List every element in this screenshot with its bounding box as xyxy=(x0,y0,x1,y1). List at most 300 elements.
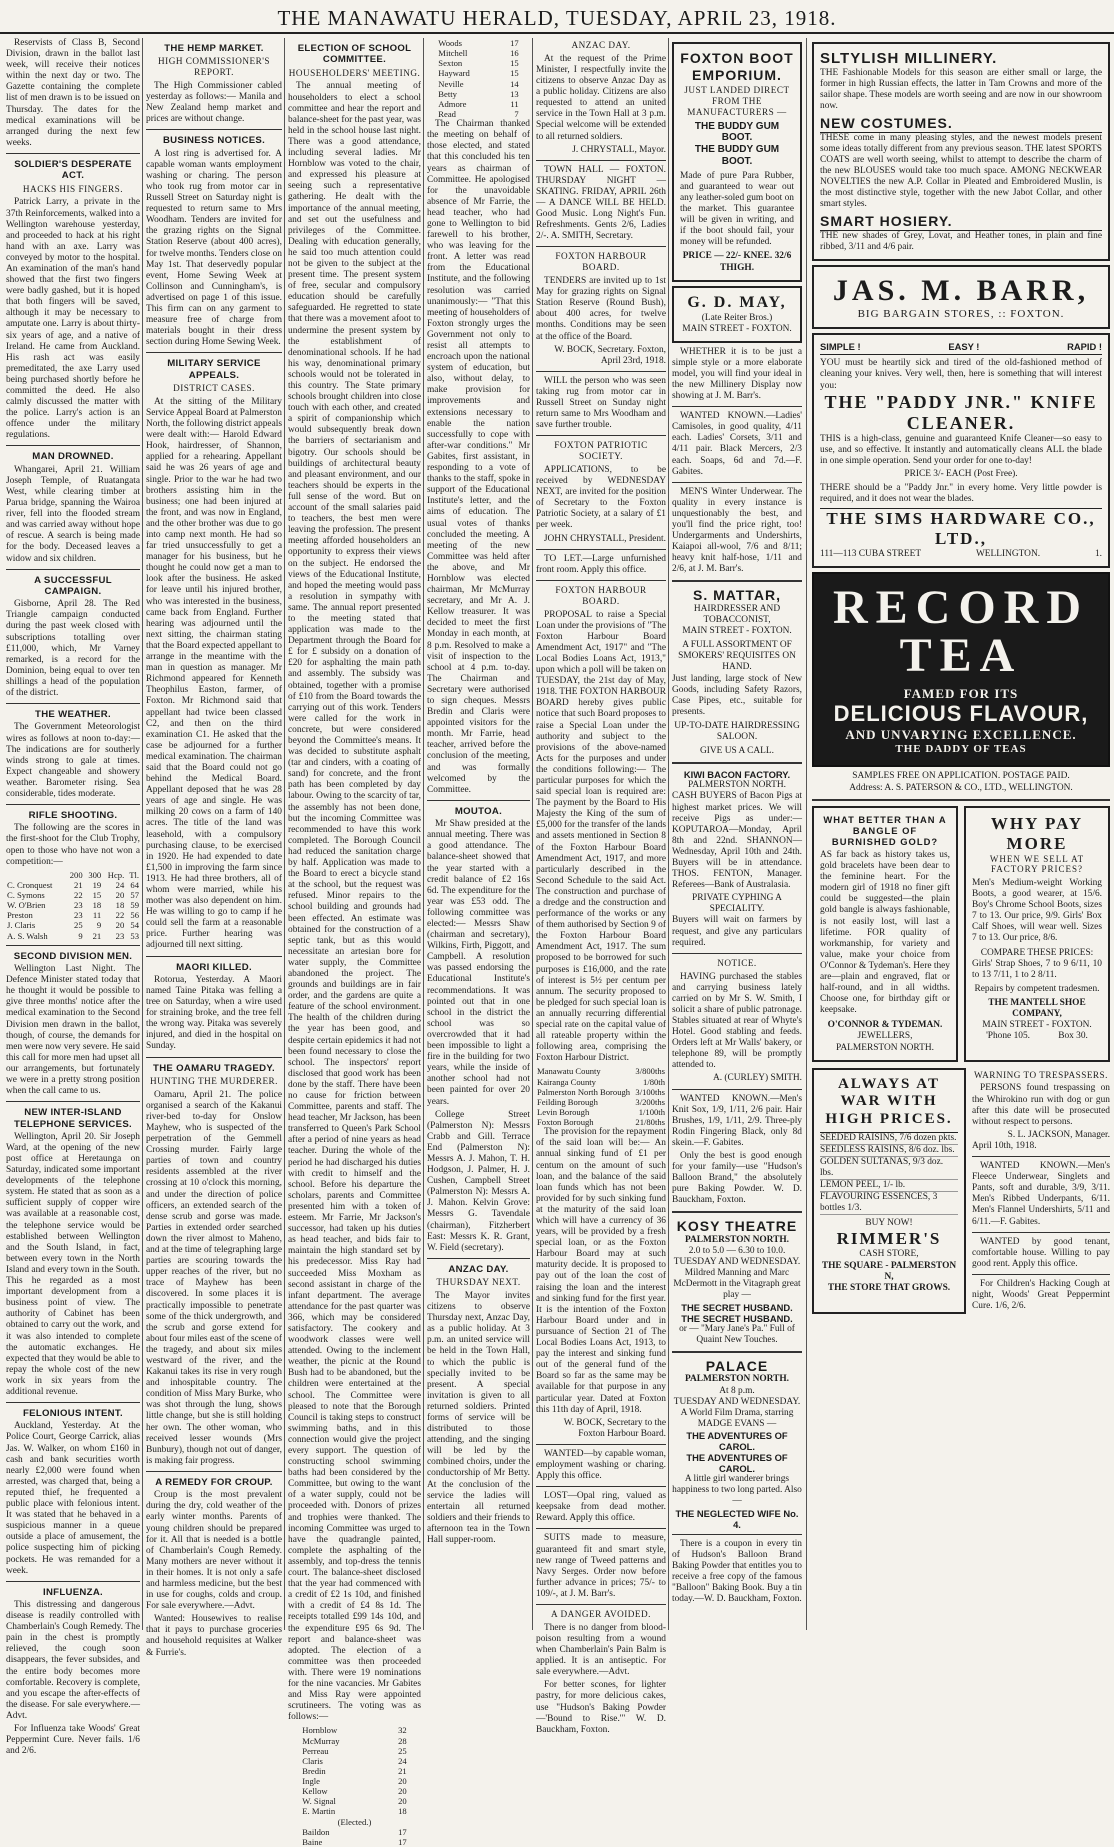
table-cell: 53 xyxy=(130,930,139,941)
article-text: At the sitting of the Military Service Appeal Board at Palmerston North, the following district appeals were dealt with:— Harold Edward Hook, hairdresser, of Shannon, applied for a rehearing. Appellant said he was 26 years of age and single. Prior to the war he had two brothers assisting him in the business; one had been injured at the front, and was now in England, and the other brother was due to go into camp next month. He had so far tried unsuccessfully to get a manager for his business, but he thought he could now get a man to look after the business. He asked for leave until his injured brother, who was interested in the business, came back from England. Further hearing was adjourned until the next sitting, the chairman stating that the Board expected appellant to arrange in the meantime with the man in question as manager. Mr Richmond appeared for Kenneth Theophilus Easton, farmer, of Foxton. Mr Richmond said that appellant had twice been classed C2, and then on the third examination C1. He asked that the case be adjourned for a further medical examination. The chairman said that the Board could not go behind the Medical Board. Appellant deposed that he was 28 years of age and single. He was milking 20 cows on a farm of 140 acres. The title of the land was leasehold, with a compulsory purchasing clause, to be exercised in 1920. He had expended to date £1,500 in improving the farm since 1913. He had three brothers, all of whom were married, while his mother was also dependent on him. He was willing to go to camp if he could sell the farm at a reasonable price. Further hearing was adjourned till next sitting. xyxy=(146,396,282,951)
table-row xyxy=(301,1776,407,1786)
company-name: O'CONNOR & TYDEMAN. xyxy=(827,1020,943,1031)
article-text: College Street (Palmerston N): Messrs Crabb and Gill. Terrace End (Palmerston N): Messrs A. J. Mahon, T. H. Hodgson, J. Palmer, H. J. Cushen, Campbell Street (Palmerston N): Messrs A. J. Mahon. Kelvin Grove: Messrs G. Tavendale (chairman), Fitzherbert East: Messrs K. R. Grant, W. Field (secretary). xyxy=(427,1109,530,1253)
price-list xyxy=(820,1132,958,1216)
column-4 xyxy=(427,38,530,1630)
notice-heading: FOXTON PATRIOTIC SOCIETY. xyxy=(554,440,648,462)
table-cell: C. Cronquest xyxy=(7,879,53,890)
notice-text: The provision for the repayment of the said loan will be:— An annual sinking fund of £1 per centum on the amount of such loan, and the balance of the said loan funds which has not been provided for by such sinking fund at the maturity of the said loan which will have a currency of 36 years, will be provided by a fresh special loan, or as the Foxton Harbour Board may at such maturity decide. It is proposed to pay out of the loan the cost of raising the loan and the interest and sinking fund for the first year. It is the intention of the Foxton Harbour Board under and in pursuance of Section 21 of The Local Bodies Loans Act, 1913, to pay the interest and sinking fund out of the general fund of the Board so far as the same may be available for that purpose in any particular year. Dated at Foxton this 11th day of April, 1918. xyxy=(536,1127,666,1415)
advert-split-row xyxy=(812,806,1110,1062)
price-item: LEMON PEEL, 1/- lb. xyxy=(820,1180,958,1192)
table-cell: Levin Borough xyxy=(537,1106,590,1117)
table-row xyxy=(6,910,140,920)
advert-millinery xyxy=(812,42,1110,261)
classified-ad: There is a coupon in every tin of Hudson's Balloon Brand Baking Powder that entitles you to receive a free copy of the famous "Balloon" Baking Book. Buy a tin today.—W. D. Bauckham, Foxton. xyxy=(672,1538,802,1605)
vote-table-continued xyxy=(437,38,519,119)
advert-title: WHAT BETTER THAN A BANGLE OF BURNISHED GOLD? xyxy=(823,813,947,847)
classified-ad: WANTED KNOWN.—Ladies' Camisoles, in good quality, 4/11 each. Ladies' Corsets, 3/11 and 4/11 pair. Black Mercers, 2/3 each. Soaps, 6d and 7d.—F. Gabites. xyxy=(672,411,802,477)
advert-text: YOU must be heartily sick and tired of the old-fashioned method of cleaning your knives. Very well, then, here is something that will interest you: xyxy=(820,358,1102,391)
newspaper-title: THE MANAWATU HERALD, TUESDAY, APRIL 23, 1918. xyxy=(277,6,837,30)
table-cell: McMurray xyxy=(302,1735,340,1746)
company-trade: CASH STORE, xyxy=(859,1249,919,1260)
advert-text: GIVE US A CALL. xyxy=(700,746,774,757)
headline: ELECTION OF SCHOOL COMMITTEE. xyxy=(297,43,412,66)
table-row xyxy=(301,1817,407,1827)
advert-text: Made of pure Para Rubber, and guaranteed to wear out any leather-soled gum boot on the market. This guarantee will be given in writing, and if the boot should fail, your money will be refunded. xyxy=(680,170,794,248)
advert-palace xyxy=(672,1358,802,1530)
column-rule xyxy=(532,38,533,1630)
notice-heading: NOTICE. xyxy=(717,957,757,968)
column-1 xyxy=(6,38,140,1757)
company-address: MAIN STREET - FOXTON. xyxy=(982,1020,1092,1031)
notice-text: PROPOSAL to raise a Special Loan under the provisions of "The Foxton Harbour Board Amendment Act, 1917" and "The Local Bodies Loans Act, 1913," upon which a poll will be taken on TUESDAY, the 21st day of May, 1918. THE FOXTON HARBOUR BOARD hereby gives public notice that such Board proposes to raise a Special Loan under the authority and subject to the provisions of the above-named Acts for the purposes and under the conditions following:— The particular purposes for which the said special loan is required are: The payment by the Board to His Majesty the King of the sum of £5,000 for the transfer of the lands and assets mentioned in Section 8 of the Foxton Harbour Board Amendment Act, 1917, and more particularly described in the Second Schedule to the said Act. The construction and purchase of a dredge and the construction and performance of the works or any of them authorised by Section 9 of the Foxton Harbour Board Amendment Act, 1917. The sum proposed to be borrowed for such purposes is £16,000, and the rate of interest is 5½ per centum per annum. The security proposed to be pledged for such special loan is an annually recurring differential special rate on the capital value of all rateable property within the following area, comprising the Foxton Harbour District. xyxy=(536,609,666,1064)
advert-s-mattar xyxy=(672,587,802,757)
article-text: The High Commissioner cabled yesterday as follows:— Manila and New Zealand hemp market and prices are without change. xyxy=(146,81,282,125)
table-header: Hcp. xyxy=(107,869,125,880)
article-text: Whangarei, April 21. William Joseph Temple, of Ruatangata West, while clearing timber at Parua bridge, spanning the Wairoa river, fell into the flooded stream and was carried away without hope of rescue. A search is being made for the body. Deceased leaves a widow and six children. xyxy=(6,464,140,564)
classified-ad: WHETHER it is to be just a simple style or a more elaborate model, you will find your ideal in the new Millinery Display now showing at J. M. Barr's. xyxy=(672,346,802,402)
notice-signature: S. L. JACKSON, Manager. xyxy=(1007,1129,1110,1140)
price-item: SEEDLESS RAISINS, 8/6 doz. lbs. xyxy=(820,1145,958,1157)
headline: SECOND DIVISION MEN. xyxy=(13,950,133,962)
advert-banner xyxy=(820,341,1102,355)
table-cell: 21/80ths xyxy=(635,1117,665,1128)
company-name: THE MANTELL SHOE COMPANY, xyxy=(988,997,1086,1019)
classified-ad: WANTED KNOWN.—Men's Knit Sox, 1/9, 1/11, 2/6 pair. Hair Brushes, 1/9, 1/11, 2/9. Three-ply Rodin Fingering Black, only 8d skein.—F. Gabites. xyxy=(672,1093,802,1148)
advert-title: S. MATTAR, xyxy=(692,587,782,604)
notice-signature: JOHN CHRYSTALL, President. xyxy=(543,533,666,544)
table-row xyxy=(536,1117,666,1127)
headline: RIFLE SHOOTING. xyxy=(28,810,118,822)
table-header xyxy=(6,870,65,880)
headline: MILITARY SERVICE APPEALS. xyxy=(167,358,261,381)
headline: FELONIOUS INTENT. xyxy=(23,1408,123,1420)
table-cell: 3/800ths xyxy=(635,1066,665,1077)
advert-text: CASH BUYERS of Bacon Pigs at highest market prices. We will receive Pigs as under:— KOPUTAROA—Monday, April 8th and 22nd. SHANNON—Wednesday, April 10th and 24th. Buyers will be in attendance. THOS. FENTON, Manager. Referees—Bank of Australasia. xyxy=(672,791,802,891)
table-cell: 28 xyxy=(398,1735,407,1746)
company-trade: JEWELLERS, xyxy=(857,1031,913,1042)
table-row xyxy=(301,1746,407,1756)
table-cell: 21 xyxy=(398,1765,407,1776)
classified-ad: WANTED KNOWN.—Men's Fleece Underwear, Singlets and Pants, soft and durable, 3/9, 3/11. Men's Ribbed Underpants, 6/11. Men's Flannel Undershirts, 5/11 and 6/11.—F. Gabites. xyxy=(972,1161,1110,1227)
table-cell: Admore xyxy=(438,98,467,109)
advert-days: TUESDAY AND WEDNESDAY. xyxy=(673,1257,801,1268)
table-cell: 18 xyxy=(398,1806,407,1817)
table-cell: 21 xyxy=(74,879,83,890)
table-row xyxy=(6,900,140,910)
article-text: The Government Meteorologist wires as follows at noon to-day:— The indications are for southerly winds strong to gale at times. Expect changeable and showery weather. Barometer rising. Sea considerable, tides moderate. xyxy=(6,722,140,799)
table-cell: 9 xyxy=(96,920,102,931)
table-row xyxy=(301,1736,407,1746)
tea-brand-line2: TEA xyxy=(899,628,1023,682)
notice-signature: A. (CURLEY) SMITH. xyxy=(712,1073,802,1084)
article-text: The Mayor invites citizens to observe Thursday next, Anzac Day, as a public holiday. At 3 p.m. an united service will be held in the Town Hall, to which the public is specially invited to be present. A special invitation is given to all returned soldiers. Printed forms of service will be distributed to those attending, and the singing will be led by the combined choirs, under the conductorship of Mr Betty. At the conclusion of the service the ladies will entertain all returned soldiers and their friends to afternoon tea in the Town Hall supper-room. xyxy=(427,1290,530,1546)
advert-text: UP-TO-DATE HAIRDRESSING SALOON. xyxy=(674,720,800,743)
table-cell: 23 xyxy=(74,900,83,911)
table-cell: Woods xyxy=(438,38,462,48)
table-cell: 19 xyxy=(92,879,102,890)
table-cell: Sexton xyxy=(438,58,463,69)
advert-text: For Influenza take Woods' Great Peppermint Cure. Never fails. 1/6 and 2/6. xyxy=(6,1724,140,1757)
advert-foxton-boot-emporium xyxy=(672,42,802,282)
table-cell: 16 xyxy=(510,48,519,59)
article-text: Reservists of Class B, Second Division, drawn in the ballot last week, will receive their notices within the next day or two. The Gazette containing the complete list of men drawn is to be issued on Thursday. The dates for the medical examinations will be arranged during the next few weeks. xyxy=(6,38,140,148)
table-cell: 15 xyxy=(510,68,519,79)
table-cell: 18 xyxy=(115,900,125,911)
headline: THE OAMARU TRAGEDY. xyxy=(153,1062,275,1074)
table-cell: 7 xyxy=(514,108,519,119)
column-rule xyxy=(668,38,669,1630)
table-row xyxy=(437,38,519,48)
film-title: THE SECRET HUSBAND. xyxy=(681,1301,793,1313)
address-city: WELLINGTON. xyxy=(975,548,1041,559)
film-title: THE NEGLECTED WIFE No. 4. xyxy=(675,1507,799,1530)
headline: NEW INTER-ISLAND TELEPHONE SERVICES. xyxy=(13,1107,132,1130)
column-3 xyxy=(288,38,421,1847)
table-cell: 32 xyxy=(398,1725,407,1736)
advert-text: AS far back as history takes us, gold bracelets have been dear to the feminine heart. For the modern girl of 1918 no finer gift could be suggested—the plain gold bangle is always fashionable, is not easily lost, will last a lifetime. FOR quality of workmanship, for variety and value, make your choice from O'Connor & Tydeman's. Here they are—plain and engraved, flat or half-round, and in all widths. Choose one, for birthday gift or keepsake. xyxy=(820,849,950,1016)
table-header-row xyxy=(6,870,140,880)
advert-subtitle: HAIRDRESSER AND TOBACCONIST, xyxy=(693,604,781,626)
tea-address: Address: A. S. PATERSON & CO., LTD., WELLINGTON. xyxy=(849,782,1073,793)
table-row xyxy=(301,1786,407,1796)
table-row xyxy=(437,109,519,119)
article-text: Wellington Last Night. The Defence Minister stated today that he thought it would be possible to give three months' notice after the medical examination to the Second Division men drawn in the ballot, though, of course, the demands for men were now very severe. He said this call for more men had upset all our arrangements, but fortunately we were in a pretty strong position when the call came to us. xyxy=(6,964,140,1097)
subheadline: HUNTING THE MURDERER. xyxy=(150,1075,278,1086)
notice-text: PERSONS found trespassing on the Whirokino run with dog or gun after this date will be prosecuted without respect to persons. xyxy=(972,1083,1110,1127)
advert-text: Just landing, large stock of New Goods, including Safety Razors, Case Pipes, etc., suitable for presents. xyxy=(672,673,802,717)
tea-samples-note: SAMPLES FREE ON APPLICATION. POSTAGE PAID. xyxy=(852,771,1070,782)
column-rule xyxy=(142,38,143,1630)
table-header: 200 xyxy=(69,869,83,880)
notice-heading: A DANGER AVOIDED. xyxy=(551,1609,651,1620)
table-cell: 20 xyxy=(398,1786,407,1797)
table-cell: W. Signal xyxy=(302,1796,336,1807)
tea-slogan: FAMED FOR ITS xyxy=(903,685,1019,701)
notice-heading: ANZAC DAY. xyxy=(571,40,631,50)
advert-title: WHY PAY MORE xyxy=(990,813,1084,853)
address-street: 111—113 CUBA STREET xyxy=(820,548,922,559)
advert-oconnor-tydeman xyxy=(812,806,958,1062)
film-title: THE ADVENTURES OF CAROL. xyxy=(686,1452,788,1475)
company-name: THE SIMS HARDWARE CO., LTD., xyxy=(820,508,1102,549)
classified-ad: Only the best is good enough for your family—use "Hudson's Balloon Brand," the absolutely pure Baking Powder. W. D. Bauckham, Foxton. xyxy=(672,1150,802,1206)
table-cell: 3/200ths xyxy=(635,1096,665,1107)
table-cell: Read xyxy=(438,108,456,119)
ad-number: 1. xyxy=(1094,548,1102,559)
headline: SOLDIER'S DESPERATE ACT. xyxy=(14,158,132,182)
headline: INFLUENZA. xyxy=(42,1586,104,1598)
table-cell: Hayward xyxy=(438,68,470,79)
article-text: Patrick Larry, a private in the 37th Reinforcements, walked into a Wellington warehouse yesterday, and proceeded to hack at his right hand with an axe. Larry was conveyed by motor to the hospital. An examination of the man's hand showed that the first two fingers were badly gashed, but it is hoped that both fingers will be saved, although it may be necessary to amputate one. Larry is about thirty-six years of age, and a native of Ireland. He came from Auckland. His rash act was easily premeditated, the axe Larry used being purchased shortly before he committed the deed. He also calmly discussed the matter with the police. Larry's action is an offence under the military regulations. xyxy=(6,197,140,441)
advert-text: There is no danger from blood-poison resulting from a wound when Chamberlain's Pain Balm is applied. It is an antiseptic. For sale everywhere.—Advt. xyxy=(536,1622,666,1678)
notice-text: HAVING purchased the stables and carrying business lately carried on by Mr S. W. Smith, I solicit a share of public patronage. Stables situated at rear of Whyte's Hotel. Good stabling and feeds. Orders left at Mr Walls' bakery, or telephone 89, will be promptly attended to. xyxy=(672,971,802,1071)
advert-text: or — "Mary Jane's Pa." Full of Quaint New Touches. xyxy=(679,1323,795,1345)
table-cell: Kellow xyxy=(302,1786,328,1797)
advert-address: MAIN STREET - FOXTON. xyxy=(682,626,792,637)
table-cell: Baildon xyxy=(302,1826,330,1837)
table-cell: Mitchell xyxy=(438,48,468,59)
article-text: A lost ring is advertised for. A capable woman wants employment washing or charing. The person who took rug from motor car in Russell Street on Saturday night is requested to return same to Mrs Woodham. Tenders are invited for the grazing rights on the Signal Station Reserve (about 400 acres), for twelve months. Tenders close on May 1st. That deservedly popular event, Home Sewing Week at Collinson and Cunningham's, is advertised on page 1 of this issue. This firm can on any garment to measure free of charge from materials bought in their dress section during Home Sewing Week. xyxy=(146,148,282,348)
table-cell: 23 xyxy=(115,930,125,941)
table-cell: Betty xyxy=(438,88,457,99)
product-title: THE "PADDY JNR." KNIFE CLEANER. xyxy=(824,391,1098,433)
notice-date: April 10th, 1918. xyxy=(972,1140,1037,1151)
column-rule xyxy=(423,38,424,1630)
table-row xyxy=(437,99,519,109)
price-item: FLAVOURING ESSENCES, 3 bottles 1/3. xyxy=(820,1192,958,1215)
tea-tagline: THE DADDY OF TEAS xyxy=(895,742,1027,755)
advert-callout: BUY NOW! xyxy=(865,1218,913,1229)
advert-knife-cleaner xyxy=(812,333,1110,568)
table-cell: Perreau xyxy=(302,1745,329,1756)
table-cell: 25 xyxy=(74,920,83,931)
article-text: This distressing and dangerous disease is readily controlled with Chamberlain's Cough Remedy. The pain in the chest is promptly relieved, the cough soon disappears, the fever subsides, and the entire body becomes more comfortable. Recovery is complete, and you escape the after-effects of the disease. For sale everywhere.—Advt. xyxy=(6,1600,140,1721)
advert-text: Repairs by competent tradesmen. xyxy=(974,983,1100,994)
table-cell: 11 xyxy=(510,98,519,109)
advert-title: PALACE xyxy=(705,1357,769,1374)
table-cell: 13 xyxy=(510,88,519,99)
table-header: 300 xyxy=(88,869,102,880)
table-row xyxy=(536,1087,666,1097)
advert-text: THESE come in many pleasing styles, and the newest models present some ideas totally different from any previous season. THE latest SPORTS COATS are well worth seeing, whilst to attempt to describe the charm of the new BLOUSES would take too much space. AMONG NECKWEAR NOVELTIES the new A.P. Collar in Pleated and Embroidered Muslin, is the most distinctive style, together with the new Jabot Collar, and other smart styles. xyxy=(820,132,1102,210)
subheadline: HACKS HIS FINGERS. xyxy=(22,183,124,194)
table-row xyxy=(536,1097,666,1107)
advert-record-tea xyxy=(812,572,1110,768)
table-cell: 64 xyxy=(130,879,139,890)
notice-text: WILL the person who was seen taking rug from motor car in Russell Street on Sunday night return same to Mrs Woodham and save further trouble. xyxy=(536,375,666,431)
film-title: THE ADVENTURES OF CAROL. xyxy=(686,1429,788,1452)
table-cell: Bredin xyxy=(302,1765,326,1776)
elected-note: (Elected.) xyxy=(337,1816,372,1827)
advert-price: PRICE 3/- EACH (Post Free). xyxy=(904,469,1018,480)
advert-text: THE Fashionable Models for this season are either small or large, the former in high Russian effects, the latter in Tam Crowns and more of the sailor shape. These models are worth seeing and are now in our showroom now. xyxy=(820,67,1102,111)
company-address: PALMERSTON NORTH. xyxy=(836,1042,934,1053)
headline: A REMEDY FOR CROUP. xyxy=(155,1476,273,1488)
table-cell: 15 xyxy=(510,58,519,69)
table-row xyxy=(301,1756,407,1766)
table-cell: Kairanga County xyxy=(537,1076,596,1087)
film-title: THE SECRET HUSBAND. xyxy=(681,1312,793,1324)
price-item: SEEDED RAISINS, 7/6 dozen pkts. xyxy=(820,1133,958,1145)
subheadline: THURSDAY NEXT. xyxy=(436,1277,521,1288)
classified-ad: MEN'S Winter Underwear. The quality in every instance is unquestionably the best, and you'll find the price right, too! Undergarments and Undershirts, Kaiapoi all-wool, 7/6 and 8/11; heavy knit half-hose, 1/11 and 2/6, at J. M. Barr's. xyxy=(672,486,802,575)
banner-word: RAPID ! xyxy=(1067,341,1102,353)
advert-subtitle: WHEN WE SELL AT FACTORY PRICES? xyxy=(989,853,1085,875)
article-text: Wellington, April 20. Sir Joseph Ward, at the opening of the new post office at Heretaunga on Saturday, indicated some important developments of the telephone system. He stated that as soon as a sufficient supply of copper wire was available at a reasonable cost, the telephone service would be established between Wellington and the South Island, in fact, between every town in the North Island and every town in the South. This he regarded as a most important development from a business point of view. The authority of Cabinet has been obtained to carry out the work, and it was also intended to complete the automatic exchanges. He expected that they would be able to repay the whole cost of the new work in six years from the additional revenue. xyxy=(6,1131,140,1397)
advert-split-row xyxy=(812,1068,1110,1315)
table-cell: 9 xyxy=(78,930,83,941)
advert-subtitle: COMPARE THESE PRICES: xyxy=(980,947,1094,958)
table-row xyxy=(301,1806,407,1816)
table-row xyxy=(6,920,140,930)
column-rule xyxy=(806,38,807,1630)
headline: THE HEMP MARKET. xyxy=(164,43,264,54)
advert-text: Buyers will wait on farmers by request, and give any particulars required. xyxy=(672,915,802,948)
advert-times: 2.0 to 5.0 — 6.30 to 10.0. xyxy=(688,1246,786,1257)
table-row xyxy=(536,1066,666,1076)
advert-title: SLTYLISH MILLINERY. xyxy=(820,50,998,67)
advert-title: JAS. M. BARR, xyxy=(832,273,1090,307)
advert-times: At 8 p.m. xyxy=(719,1385,755,1396)
advert-subtitle: PALMERSTON NORTH. xyxy=(684,1374,790,1385)
table-cell: 18 xyxy=(92,900,102,911)
banner-word: EASY ! xyxy=(948,341,980,353)
company-address: THE SQUARE - PALMERSTON N, xyxy=(821,1260,957,1282)
notice-text: TENDERS are invited up to 1st May for grazing rights on Signal Station Reserve (Round Bush), about 400 acres, for twelve months. Conditions may be seen at the office of the Board. xyxy=(536,276,666,342)
advert-text: PRIVATE CYPHING A SPECIALITY. xyxy=(692,893,782,915)
advert-section-title: NEW COSTUMES. xyxy=(820,115,1102,133)
table-row xyxy=(6,880,140,890)
notice-heading: FOXTON HARBOUR BOARD. xyxy=(555,251,647,273)
column-5 xyxy=(536,38,666,1735)
advert-text: Girls' Strap Shoes, 7 to 9 6/11, 10 to 13 7/11, 1 to 2 8/11. xyxy=(972,958,1102,980)
table-cell: Hornblow xyxy=(302,1725,338,1736)
table-cell: 56 xyxy=(130,910,139,921)
classified-ad: WANTED by good tenant, comfortable house. Willing to pay good rent. Apply this office. xyxy=(972,1236,1110,1269)
table-row xyxy=(301,1796,407,1806)
column-7 xyxy=(812,38,1110,1630)
table-cell: A. S. Walsh xyxy=(7,930,48,941)
notice-signature: J. CHRYSTALL, Mayor. xyxy=(572,144,666,155)
table-row xyxy=(437,48,519,58)
table-cell: 17 xyxy=(510,38,519,48)
table-cell: J. Claris xyxy=(7,920,36,931)
headline: ANZAC DAY. xyxy=(448,1263,509,1275)
advert-subtitle: PALMERSTON NORTH. xyxy=(684,1234,790,1245)
notice-text: TOWN HALL — FOXTON. THURSDAY NIGHT — SKATING. FRIDAY, APRIL 26th — A DANCE WILL BE HELD. Good Music. Long Night's Fun. Refreshments. Gents 2/6, Ladies 2/-. A. SMITH, Secretary. xyxy=(536,164,666,242)
table-cell: 14 xyxy=(510,78,519,89)
table-cell: 3/100ths xyxy=(635,1086,665,1097)
classified-ad: For Children's Hacking Cough at night, Woods' Great Peppermint Cure. 1/6, 2/6. xyxy=(972,1278,1110,1312)
advert-title: ALWAYS AT WAR WITH HIGH PRICES. xyxy=(825,1075,953,1127)
table-cell: E. Martin xyxy=(302,1806,336,1817)
table-row xyxy=(301,1725,407,1735)
table-cell: 17 xyxy=(398,1826,407,1837)
advert-title: G. D. MAY, xyxy=(687,293,787,311)
subheadline: HIGH COMMISSIONER'S REPORT. xyxy=(158,56,270,78)
advert-text: THIS is a high-class, genuine and guaranteed Knife Cleaner—so easy to use, and so effective. It instantly and automatically cleans ALL the blade in one simple operation. Send your order for one to-day! xyxy=(820,434,1102,467)
advert-mantell-shoe xyxy=(964,806,1110,1062)
advert-text: THE new shades of Grey, Lovat, and Heather tones, in plain and fine ribbed, 3/11 and 4/6 pair. xyxy=(820,230,1102,252)
classified-ad: SUITS made to measure, guaranteed fit and smart style, new range of Tweed patterns and Navy Serges. Order now before further advance in prices; 75/- to 109/-, at J. M. Barr's. xyxy=(536,1533,666,1599)
advert-title: KOSY THEATRE xyxy=(676,1218,798,1235)
classified-ad: LOST—Opal ring, valued as keepsake from dead mother. Reward. Apply this office. xyxy=(536,1491,666,1524)
advert-g-d-may xyxy=(672,286,802,343)
table-cell: C. Symons xyxy=(7,890,45,901)
advert-section-title: SMART HOSIERY. xyxy=(820,213,1102,231)
advert-kiwi-bacon xyxy=(672,769,802,949)
table-cell: 59 xyxy=(130,900,139,911)
subheadline: HOUSEHOLDERS' MEETING. xyxy=(288,67,421,78)
company-address xyxy=(820,549,1102,560)
headline: BUSINESS NOTICES. xyxy=(162,135,266,147)
classified-ad: WANTED—by capable woman, employment washing or charing. Apply this office. xyxy=(536,1448,666,1482)
article-text: The annual meeting of householders to elect a school committee and hear the report and balance-sheet for the past year, was held in the school house last night. There was a good attendance, including several ladies. Mr Hornblow was voted to the chair, and expressed his pleasure at seeing such a representative gathering. He dealt with the importance of the annual meeting, and set out the usefulness and privileges of the Committee. Dealing with education generally, he said too much attention could not be given to the subject at the present time. The present system of free, secular and compulsory education should be carefully safeguarded. He regretted to state that there was a movement afoot to undermine the present system by the establishment of denominational schools. If he had his way, denominational primary schools would not be tolerated in this country. The State primary schools brought children into close touch with each other, and created a spirit of companionship which would subsequently break down the barriers of sectarianism and bigotry. Our schools should be buildings of architectural beauty and pleasant environment, and our teachers should be experts in the full sense of the word. But on account of the small salaries paid to teachers, the best men were leaving the profession. The present meeting afforded householders an opportunity to express their views on the subject. He endorsed the views of the Educational Institute, and hoped the meeting would pass a resolution in sympathy with same. The annual report presented to the meeting stated that application was made to the Department through the Board for £ for £ subsidy on a donation of £20 for asphalting the main path and assembly. The subsidy was obtained, together with a promise of £10 from the Board towards the carrying out of this work. Tenders were called for the work in concrete, but were considered beyond the Committee's means. It was decided to substitute asphalt (tar and cinders, with a coating of sand) for concrete, and the front path has been completed by day labour. Owing to the scarcity of tar, the assembly has not been done, but the incoming Committee was recommended to have this work completed. The Borough Council had reduced the sanitation charge by half. Application was made to the Board to erect a bicycle stand at the school, but the request was refused. Minor repairs to the school building and grounds had been effected. An estimate was obtained for the construction of a septic tank, but as this would necessitate an artesian bore for water supply, the Committee abandoned the project. The grounds and buildings are in fair order, and the gardens are quite a feature of the school environment. The health of the children during the year has been good, and despite certain epidemics it had not been found necessary to close the school. The inspectors' report disclosed that good work has been done by the staff. There have been no cause for friction between Committee, parents and staff. The head teacher, Mr Jackson, has been transferred to Queen's Park School after a period of nine years as head teacher. During the whole of the period he had discharged his duties with credit to himself and the school. Before his departure the scholars, parents and Committee presented him with a token of esteem. Mr Farrie, Mr Jackson's successor, had taken up his duties as head teacher, and bids fair to maintain the high standard set by his predecessor. Miss Ray had succeeded Miss Moxham as second assistant in charge of the infant department. The average attendance for the past quarter was 366, which may be considered satisfactory. The cookery and woodwork classes were well attended. Owing to the inclement weather, the picnic at the Round Bush had to be abandoned, but the children were entertained at the school. The Committee were pleased to note that the Borough Council is taking steps to construct swimming baths, and in this connection would give the project every support. The question of constructing school swimming baths had been considered by the Committee, but owing to the want of a water supply, could not be proceeded with. Donors of prizes and trophies were thanked. The incoming Committee was urged to have the quadrangle painted, complete the asphalting of the assembly, and top-dress the tennis court. The balance-sheet disclosed that the year had commenced with a credit of £2 1s 10d, and finished with a credit of £4 8s 1d. The receipts totalled £99 14s 10d, and the expenditure £95 6s 9d. The report and balance-sheet was adopted. The election of a committee was then proceeded with. There were 19 nominations for the nine vacancies. Mr Gabites and Miss Ray were appointed scrutineers. The voting was as follows:— xyxy=(288,81,421,1723)
article-text: Gisborne, April 28. The Red Triangle campaign conducted during the past week closed with subscriptions totalling over £11,000, which, Mr Varney remarked, is a record for the Dominion, being equal to over ten shillings a head of the population of the district. xyxy=(6,599,140,699)
price-item: GOLDEN SULTANAS, 9/3 doz. lbs. xyxy=(820,1157,958,1180)
banner-word: SIMPLE ! xyxy=(820,341,861,353)
table-row xyxy=(301,1837,407,1847)
column-2 xyxy=(146,38,282,1658)
headline: MOUTOA. xyxy=(454,805,503,817)
headline: A SUCCESSFUL CAMPAIGN. xyxy=(34,574,112,597)
notice-signature: W. BOCK, Secretary to the Foxton Harbour Board. xyxy=(563,1417,666,1439)
phone-number: 'Phone 105. xyxy=(986,1031,1030,1042)
headline: MAN DROWNED. xyxy=(32,451,114,463)
company-name: RIMMER'S xyxy=(836,1229,942,1249)
table-cell: Foxton Borough xyxy=(537,1117,594,1128)
notice-text: APPLICATIONS, to be received by WEDNESDAY NEXT, are invited for the position of Secretary to the Foxton Patriotic Society, at a salary of £1 per week. xyxy=(536,465,666,531)
table-cell: 23 xyxy=(74,910,83,921)
table-cell: 21 xyxy=(92,930,102,941)
advert-text: For better scones, for lighter pastry, for more delicious cakes, use "Hudson's Baking Powder—'Bound to Rise.'" W. D. Bauckham, Foxton. xyxy=(536,1680,666,1735)
table-cell: Manawatu County xyxy=(537,1066,601,1077)
article-text: Auckland, Yesterday. At the Police Court, George Carrick, alias Jas. W. Walker, on whom £160 in cash and bank securities worth nearly £2,000 were found when arrested, was charged that, being a reputed thief, he frequented a public place with felonious intent. It was stated that he behaved in a suspicious manner in a queue outside a place of amusement, the police suspecting him of picking pockets. He was remanded for a week. xyxy=(6,1421,140,1576)
table-row xyxy=(6,890,140,900)
article-text: The following are the scores in the first-shoot for the Club Trophy, open to those who have not won a competition:— xyxy=(6,823,140,867)
notice-signature: W. BOCK, Secretary. Foxton, April 23rd, 1918. xyxy=(554,344,666,366)
company-tagline: THE STORE THAT GROWS. xyxy=(827,1282,951,1293)
advert-text: Wanted: Housewives to realise that it pays to purchase groceries and household requisites at Walker & Furrie's. xyxy=(146,1614,282,1658)
advert-rimmers xyxy=(812,1068,966,1315)
table-row xyxy=(437,89,519,99)
table-cell: 25 xyxy=(398,1745,407,1756)
headline: THE WEATHER. xyxy=(35,709,111,721)
advert-jas-m-barr xyxy=(812,265,1110,329)
masthead xyxy=(0,0,1114,34)
company-contact xyxy=(972,1031,1102,1042)
subheadline: DISTRICT CASES. xyxy=(173,383,255,394)
advert-subtitle: (Late Reiter Bros.) xyxy=(701,312,773,323)
tea-slogan: AND UNVARYING EXCELLENCE. xyxy=(845,727,1077,743)
table-cell: 15 xyxy=(92,890,102,901)
table-cell: 57 xyxy=(130,890,139,901)
table-cell: Preston xyxy=(7,910,33,921)
advert-text: A FULL ASSORTMENT OF SMOKERS' REQUISITES ON HAND. xyxy=(678,640,796,673)
tea-brand-line1: RECORD xyxy=(832,580,1089,634)
advert-text: THERE should be a "Paddy Jnr." in every home. Very little powder is required, and it does not wear the blades. xyxy=(820,482,1102,504)
headline: MAORI KILLED. xyxy=(176,961,252,973)
table-cell: 1/80th xyxy=(643,1076,665,1087)
advert-subtitle: PALMERSTON NORTH. xyxy=(688,780,786,791)
table-cell: Baine xyxy=(302,1836,323,1847)
table-row xyxy=(301,1766,407,1776)
table-row xyxy=(6,931,140,941)
classified-ad: TO LET.—Large unfurnished front room. Apply this office. xyxy=(536,553,666,575)
table-cell: 1/100th xyxy=(638,1106,665,1117)
notice-text: At the request of the Prime Minister, I respectfully invite the citizens to observe Anzac Day as a public holiday. Citizens are also requested to attend an united service in the Town Hall at 3 p.m. Special welcome will be extended to all returned soldiers. xyxy=(536,53,666,142)
table-row xyxy=(437,58,519,68)
table-cell: Palmerston North Borough xyxy=(537,1086,631,1097)
box-number: Box 30. xyxy=(1058,1031,1088,1042)
advert-address: BIG BARGAIN STORES, :: FOXTON. xyxy=(857,308,1065,321)
advert-title: KIWI BACON FACTORY. xyxy=(683,769,791,781)
loan-rate-table xyxy=(536,1066,666,1127)
table-cell: 54 xyxy=(130,920,139,931)
table-cell: 20 xyxy=(115,890,125,901)
advert-title: FOXTON BOOT EMPORIUM. xyxy=(680,50,794,83)
notice-heading: WARNING TO TRESPASSERS. xyxy=(974,1069,1108,1080)
article-text: Croup is the most prevalent during the dry, cold weather of the early winter months. Parents of young children should be prepared for it. All that is needed is a bottle of Chamberlain's Cough Remedy. Many mothers are never without it in their homes. It is not only a safe and harmless medicine, but the best in use for coughs, colds and croup. For sale everywhere.—Advt. xyxy=(146,1490,282,1612)
advert-address: MAIN STREET - FOXTON. xyxy=(682,323,792,334)
article-text: The Chairman thanked the meeting on behalf of those elected, and stated that this concluded his ten years as chairman of Committee. He apologised for the unavoidable absence of Mr Farrie, the head teacher, who had gone to Wellington to bid farewell to his brother, who was leaving for the front. A letter was read from the Educational Institute, and the following resolution was carried unanimously:— "That this meeting of householders of Foxton strongly urges the Government not only to resist all attempts to encroach upon the national system of education, but also, without delay, to make provision for improvements and extensions necessary to enable the nation successfully to cope with after-war conditions." Mr Gabites, first assistant, in responding to a vote of thanks to the staff, spoke in support of the Educational Institute's letter, and the aims of education. The usual votes of thanks concluded the meeting. A meeting of the new Committee was held after the above, and Mr Hornblow was elected chairman, Mr McMurray secretary, and Mr A. J. Kellow treasurer. It was decided to meet the first Monday in each month, at 8 p.m. Resolved to make a visit of inspection to the school at 4 p.m. to-day. The Chairman and Secretary were authorised to sign cheques. Messrs Bredin and Claris were appointed visitors for the month. Mr Farrie, head teacher, arrived before the conclusion of the meeting, and was formally welcomed by the Committee. xyxy=(427,119,530,795)
table-row xyxy=(437,68,519,78)
table-header: Tl. xyxy=(129,869,139,880)
table-cell: 20 xyxy=(398,1776,407,1787)
vote-table xyxy=(301,1725,407,1847)
advert-text: A little girl wanderer brings happiness to two long parted. Also — xyxy=(672,1474,802,1507)
